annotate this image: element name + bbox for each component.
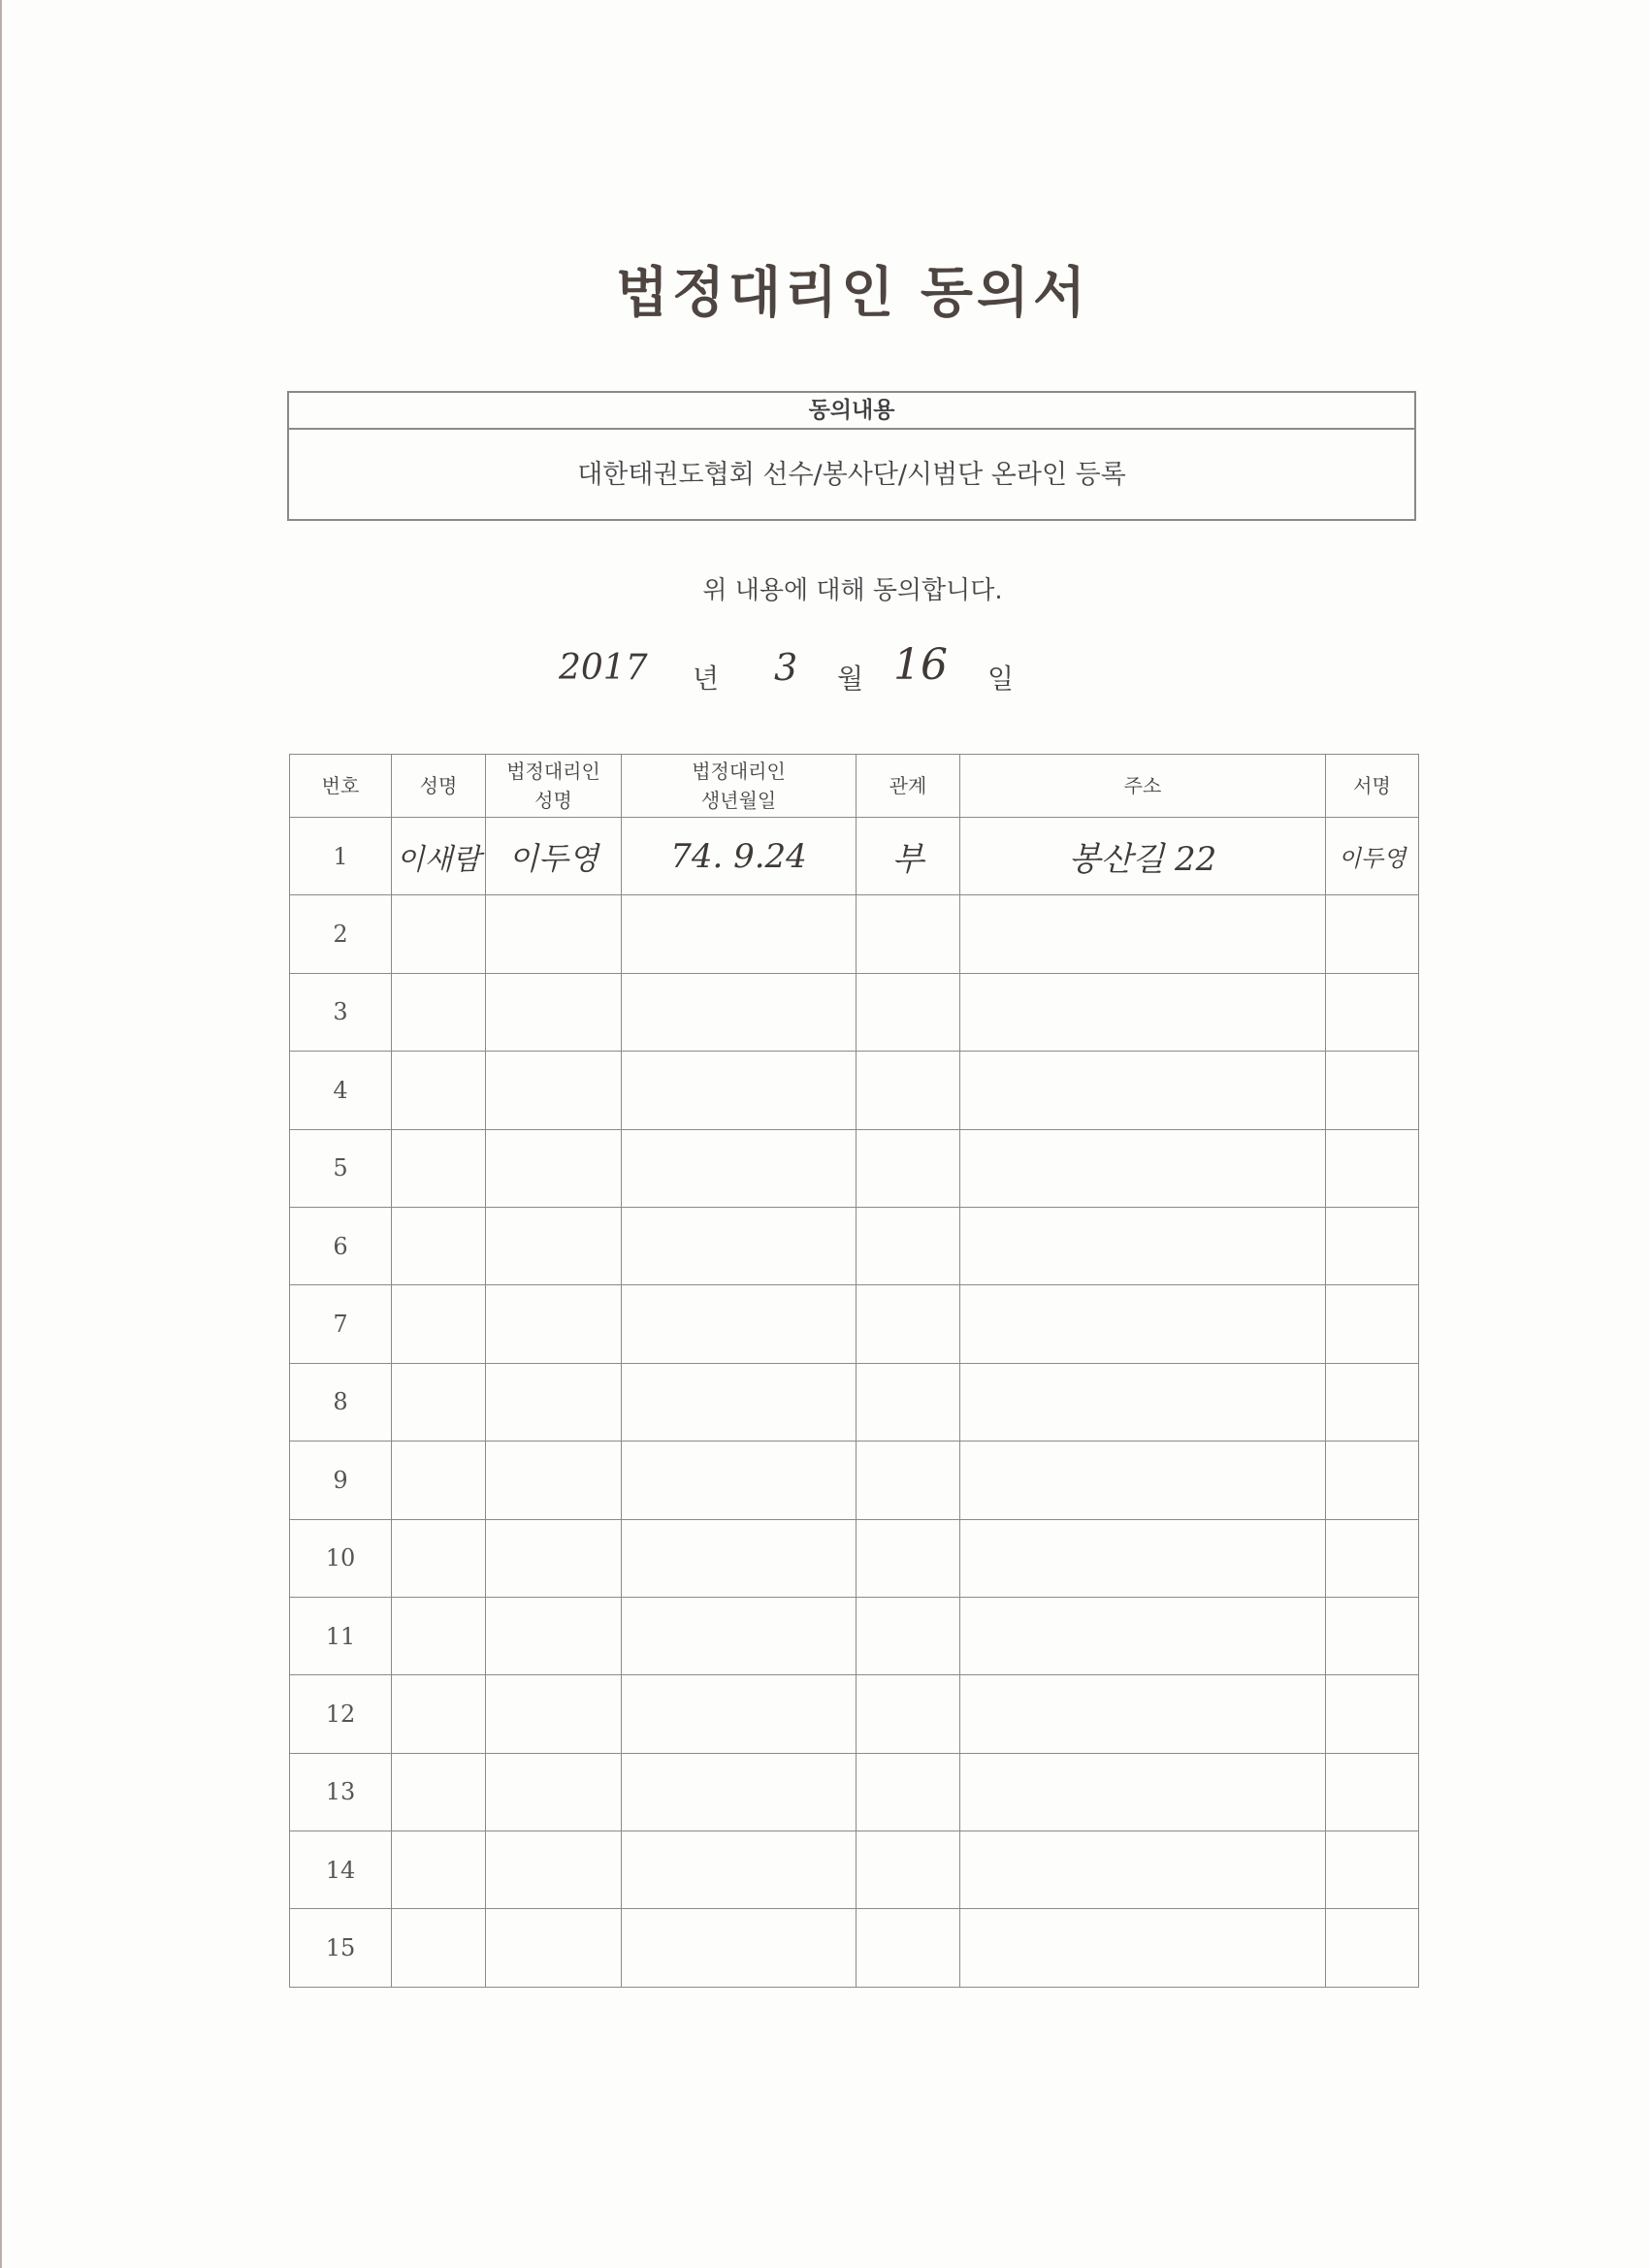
- row-rep-name: [486, 1052, 622, 1129]
- row-rep-name: [486, 1753, 622, 1831]
- row-rep-birth: [622, 1285, 857, 1363]
- row-rep-name: [486, 1909, 622, 1987]
- row-relation: [857, 1909, 960, 1987]
- row-relation: 부: [857, 818, 960, 895]
- row-address: [960, 1675, 1326, 1753]
- row-name: [392, 1052, 486, 1129]
- header-name: 성명: [392, 755, 486, 818]
- row-address: [960, 1753, 1326, 1831]
- row-rep-name: [486, 895, 622, 973]
- row-signature: [1326, 1442, 1419, 1519]
- row-rep-birth: [622, 973, 857, 1051]
- row-rep-birth: [622, 1597, 857, 1674]
- row-address: [960, 1052, 1326, 1129]
- row-relation: [857, 1207, 960, 1284]
- row-address: [960, 1597, 1326, 1674]
- row-name: [392, 1519, 486, 1597]
- row-rep-name: [486, 1675, 622, 1753]
- row-relation: [857, 895, 960, 973]
- row-signature: [1326, 1285, 1419, 1363]
- consent-header: 동의내용: [289, 393, 1414, 430]
- table-row: [290, 1519, 1419, 1597]
- row-relation: [857, 1285, 960, 1363]
- agreement-text: 위 내용에 대해 동의합니다.: [702, 576, 1003, 605]
- row-address: 봉산길 22: [960, 818, 1326, 895]
- table-row: [290, 1207, 1419, 1284]
- row-signature: [1326, 1675, 1419, 1753]
- header-signature: 서명: [1326, 755, 1419, 818]
- table-row: [290, 1909, 1419, 1987]
- row-relation: [857, 1519, 960, 1597]
- row-relation: [857, 1753, 960, 1831]
- row-rep-name: [486, 1129, 622, 1207]
- row-name: [392, 1363, 486, 1441]
- row-address: [960, 1519, 1326, 1597]
- row-name: [392, 1831, 486, 1909]
- row-address: [960, 1129, 1326, 1207]
- table-row: [290, 1753, 1419, 1831]
- row-rep-birth: [622, 1129, 857, 1207]
- row-rep-birth: [622, 1052, 857, 1129]
- row-name: [392, 1207, 486, 1284]
- row-rep-birth: [622, 1831, 857, 1909]
- row-number: 14: [290, 1831, 392, 1909]
- table-row: [290, 1831, 1419, 1909]
- row-rep-birth: [622, 1753, 857, 1831]
- table-row: [290, 1363, 1419, 1441]
- header-rep-birth-line2: 생년월일: [700, 789, 777, 812]
- row-number: 3: [290, 973, 392, 1051]
- row-rep-name: [486, 973, 622, 1051]
- date-line: [559, 640, 1044, 698]
- date-year: 2017: [559, 648, 648, 688]
- row-address: [960, 895, 1326, 973]
- row-rep-birth: [622, 1442, 857, 1519]
- date-month: 3: [774, 646, 798, 689]
- row-name: [392, 1129, 486, 1207]
- row-signature: [1326, 1207, 1419, 1284]
- row-relation: [857, 1597, 960, 1674]
- row-relation: [857, 1363, 960, 1441]
- header-rep-name-line2: 성명: [534, 789, 572, 812]
- row-name: 이새람: [392, 818, 486, 895]
- row-address: [960, 1363, 1326, 1441]
- row-rep-name: [486, 1207, 622, 1284]
- row-signature: [1326, 895, 1419, 973]
- row-name: [392, 895, 486, 973]
- row-rep-birth: 74. 9.24: [622, 818, 857, 895]
- row-rep-name: [486, 1831, 622, 1909]
- table-row: [290, 1285, 1419, 1363]
- date-month-unit: 월: [837, 663, 864, 695]
- row-number: 15: [290, 1909, 392, 1987]
- table-row: [290, 973, 1419, 1051]
- row-number: 6: [290, 1207, 392, 1284]
- row-number: 12: [290, 1675, 392, 1753]
- table-row: [290, 818, 1419, 895]
- row-relation: [857, 1675, 960, 1753]
- row-signature: [1326, 1129, 1419, 1207]
- row-rep-birth: [622, 1207, 857, 1284]
- row-number: 4: [290, 1052, 392, 1129]
- row-signature: [1326, 1909, 1419, 1987]
- row-name: [392, 1909, 486, 1987]
- header-address: 주소: [960, 755, 1326, 818]
- consent-box: [287, 391, 1416, 521]
- row-address: [960, 1831, 1326, 1909]
- table-row: [290, 895, 1419, 973]
- row-rep-birth: [622, 1363, 857, 1441]
- row-name: [392, 1753, 486, 1831]
- table-row: [290, 1597, 1419, 1674]
- row-number: 5: [290, 1129, 392, 1207]
- registration-table: [289, 754, 1419, 1988]
- row-address: [960, 1285, 1326, 1363]
- row-relation: [857, 973, 960, 1051]
- row-rep-name: [486, 1597, 622, 1674]
- row-rep-name: [486, 1363, 622, 1441]
- row-rep-name: [486, 1285, 622, 1363]
- row-signature: 이두영: [1326, 818, 1419, 895]
- header-rep-birth-line1: 법정대리인: [692, 760, 786, 783]
- row-name: [392, 1597, 486, 1674]
- date-day: 16: [893, 640, 948, 690]
- row-rep-birth: [622, 895, 857, 973]
- row-address: [960, 973, 1326, 1051]
- row-signature: [1326, 1831, 1419, 1909]
- row-rep-birth: [622, 1675, 857, 1753]
- table-row: [290, 1052, 1419, 1129]
- row-signature: [1326, 1363, 1419, 1441]
- row-rep-birth: [622, 1519, 857, 1597]
- row-signature: [1326, 1753, 1419, 1831]
- table-body: [290, 818, 1419, 1988]
- row-signature: [1326, 1519, 1419, 1597]
- table-header-row: [290, 755, 1419, 818]
- row-name: [392, 1442, 486, 1519]
- header-relation: 관계: [857, 755, 960, 818]
- document-title: 법정대리인 동의서: [615, 262, 1090, 325]
- row-relation: [857, 1052, 960, 1129]
- table-row: [290, 1675, 1419, 1753]
- row-name: [392, 1675, 486, 1753]
- row-number: 13: [290, 1753, 392, 1831]
- header-rep-birth: [622, 755, 857, 818]
- row-rep-birth: [622, 1909, 857, 1987]
- row-number: 10: [290, 1519, 392, 1597]
- row-name: [392, 973, 486, 1051]
- row-number: 2: [290, 895, 392, 973]
- row-name: [392, 1285, 486, 1363]
- date-year-unit: 년: [693, 663, 720, 695]
- row-relation: [857, 1129, 960, 1207]
- header-rep-name-line1: 법정대리인: [506, 760, 600, 783]
- row-number: 8: [290, 1363, 392, 1441]
- header-rep-name: [486, 755, 622, 818]
- row-signature: [1326, 973, 1419, 1051]
- row-rep-name: [486, 1519, 622, 1597]
- row-address: [960, 1909, 1326, 1987]
- row-rep-name: 이두영: [486, 818, 622, 895]
- row-address: [960, 1207, 1326, 1284]
- row-number: 1: [290, 818, 392, 895]
- row-rep-name: [486, 1442, 622, 1519]
- row-relation: [857, 1831, 960, 1909]
- table-row: [290, 1442, 1419, 1519]
- header-number: 번호: [290, 755, 392, 818]
- row-number: 9: [290, 1442, 392, 1519]
- consent-content: 대한태권도협회 선수/봉사단/시범단 온라인 등록: [577, 460, 1126, 490]
- row-relation: [857, 1442, 960, 1519]
- table-row: [290, 1129, 1419, 1207]
- row-number: 7: [290, 1285, 392, 1363]
- row-signature: [1326, 1052, 1419, 1129]
- row-signature: [1326, 1597, 1419, 1674]
- date-day-unit: 일: [987, 663, 1015, 695]
- row-number: 11: [290, 1597, 392, 1674]
- row-address: [960, 1442, 1326, 1519]
